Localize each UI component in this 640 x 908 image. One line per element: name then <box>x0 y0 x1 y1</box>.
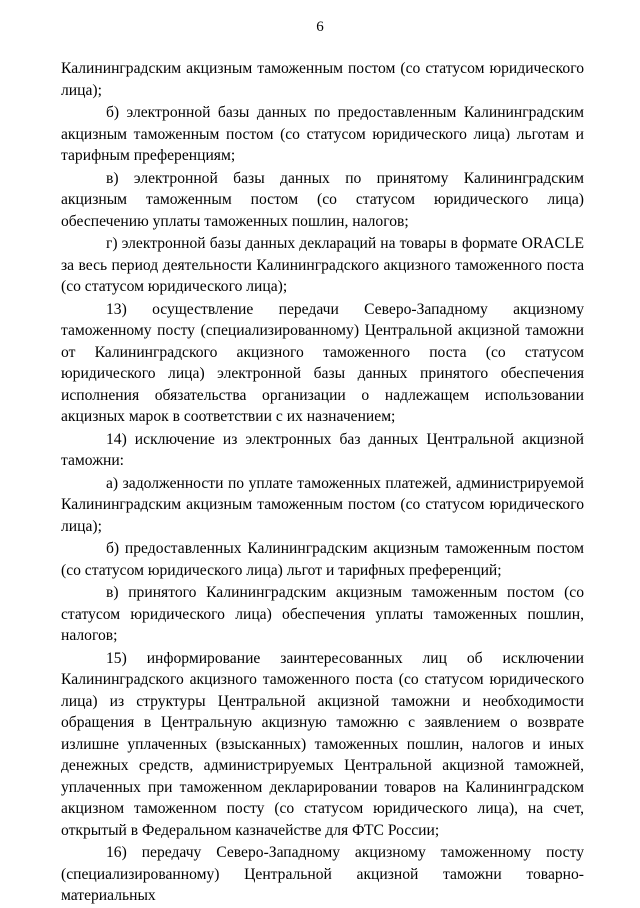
paragraph-item-16: 16) передачу Северо-Западному акцизному таможенному посту (специализированному) Центральной акцизной таможни товарно-материальных <box>61 844 584 904</box>
paragraph-continuation: Калининградским акцизным таможенным постом (со статусом юридического лица); <box>61 60 584 99</box>
paragraph-item-14-v: в) принятого Калининградским акцизным таможенным постом (со статусом юридического лица) обеспечения уплаты таможенных пошлин, налогов; <box>61 584 584 644</box>
paragraph-item-15: 15) информирование заинтересованных лиц об исключении Калининградского акцизного таможенного поста (со статусом юридического лица) из структуры Центральной акцизной таможни и необходимости обращения в Центральную акцизную таможню с заявлением о возврате излишне уплаченных (взысканных) таможенных пошлин, налогов и иных денежных средств, администрируемых Центральной акцизной таможней, уплаченных при таможенном декларировании товаров на Калининградском акцизном таможенном посту (со статусом юридического лица), на счет, открытый в Федеральном казначействе для ФТС России; <box>61 649 584 839</box>
paragraph-item-g: г) электронной базы данных деклараций на товары в формате ORACLE за весь период деятельности Калининградского акцизного таможенного поста (со статусом юридического лица); <box>61 235 584 295</box>
paragraph-item-b: б) электронной базы данных по предоставленным Калининградским акцизным таможенным постом (со статусом юридического лица) льготам и тарифным преференциям; <box>61 104 584 164</box>
paragraph-item-14-a: а) задолженности по уплате таможенных платежей, администрируемой Калининградским акцизным таможенным постом (со статусом юридического лица); <box>61 474 584 535</box>
page-number: 6 <box>316 19 324 35</box>
paragraph-item-14-b: б) предоставленных Калининградским акцизным таможенным постом (со статусом юридического лица) льгот и тарифных преференций; <box>61 540 584 579</box>
paragraph-item-v: в) электронной базы данных по принятому Калининградским акцизным таможенным постом (со статусом юридического лица) обеспечению уплаты таможенных пошлин, налогов; <box>61 169 584 230</box>
document-body <box>61 58 584 908</box>
paragraph-item-13: 13) осуществление передачи Северо-Западному акцизному таможенному посту (специализированному) Центральной акцизной таможни от Калининградского акцизного таможенного поста (со статусом юридического лица) электронной базы данных принятого обеспечения исполнения обязательства организации о надлежащем использовании акцизных марок в соответствии с их назначением; <box>61 300 584 425</box>
paragraph-item-14: 14) исключение из электронных баз данных Центральной акцизной таможни: <box>61 430 584 469</box>
